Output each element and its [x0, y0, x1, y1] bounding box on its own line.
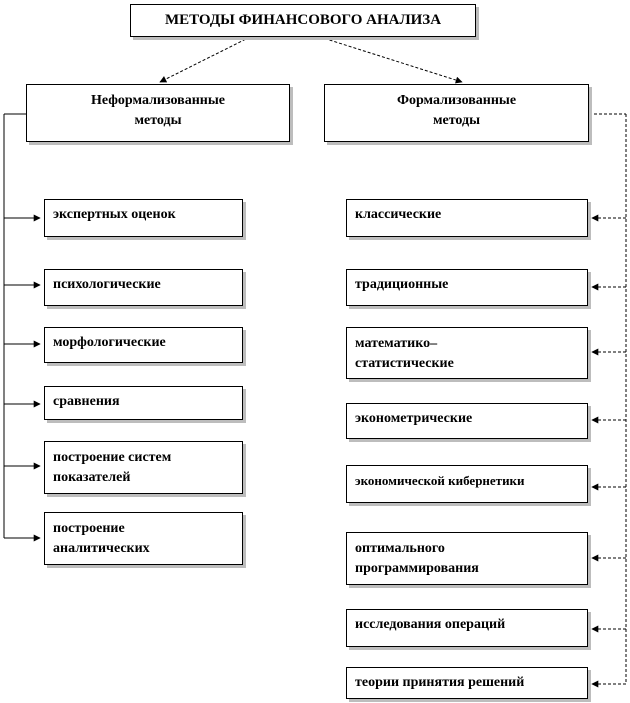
formal-item: [346, 403, 588, 439]
informal-item-label: сравнения: [53, 394, 120, 409]
formal-item-label: экономической кибернетики: [355, 473, 525, 488]
formal-item: [346, 667, 588, 699]
formal-item: [346, 532, 588, 585]
category-informal: [26, 84, 290, 142]
informal-item: [44, 512, 243, 565]
formal-item: [346, 465, 588, 503]
informal-item: [44, 199, 243, 237]
formal-item-label: математико– статистические: [355, 336, 454, 371]
formal-item: [346, 269, 588, 306]
informal-item: [44, 269, 243, 306]
title-to-formal-arrow: [320, 37, 462, 82]
informal-item: [44, 327, 243, 363]
informal-item-label: построение аналитических: [53, 521, 150, 556]
informal-item: [44, 441, 243, 494]
category-formal: [324, 84, 589, 142]
formal-item-label: оптимального программирования: [355, 541, 479, 576]
formal-branches: [592, 218, 626, 684]
informal-branches: [4, 218, 40, 538]
formal-item: [346, 609, 588, 647]
informal-item-label: экспертных оценок: [53, 207, 176, 222]
informal-item: [44, 386, 243, 420]
formal-item-label: эконометрические: [355, 411, 473, 426]
category-informal-label: Неформализованные методы: [90, 93, 226, 128]
formal-item: [346, 327, 588, 379]
formal-item-label: классические: [355, 207, 442, 222]
informal-item-label: морфологические: [53, 335, 166, 350]
formal-item-label: исследования операций: [355, 617, 506, 632]
informal-item-label: психологические: [53, 277, 161, 292]
formal-item-label: теории принятия решений: [355, 675, 525, 690]
diagram-title: МЕТОДЫ ФИНАНСОВОГО АНАЛИЗА: [130, 4, 476, 37]
formal-item: [346, 199, 588, 237]
formal-item-label: традиционные: [355, 277, 449, 292]
informal-item-label: построение систем показателей: [53, 450, 172, 485]
title-to-informal-arrow: [160, 37, 250, 82]
category-formal-label: Формализованные методы: [396, 93, 517, 128]
